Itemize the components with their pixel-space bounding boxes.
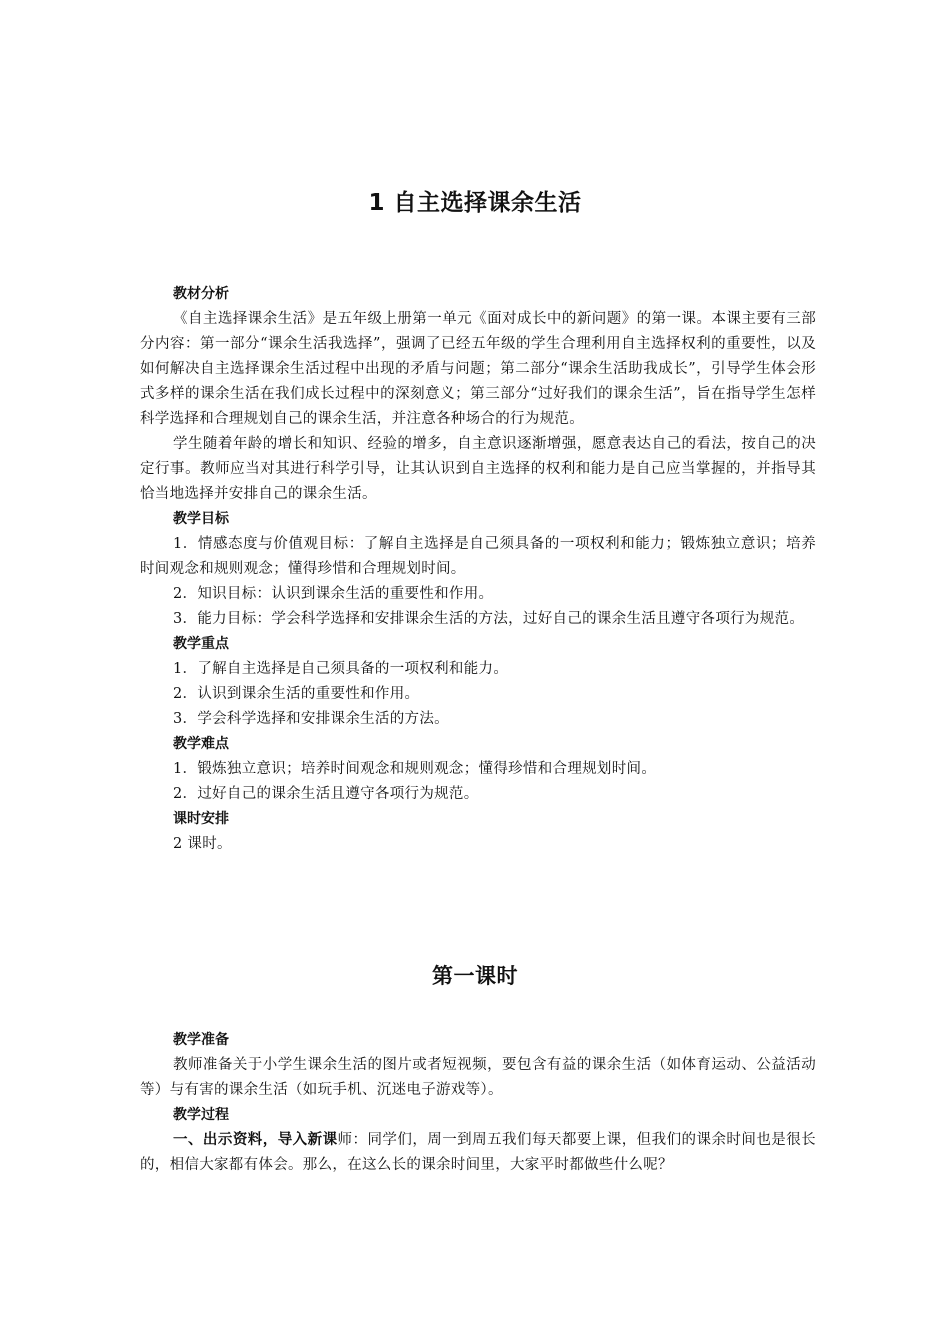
- section-overview: [140, 282, 816, 857]
- difficult-point-item: 1．锻炼独立意识；培养时间观念和规则观念；懂得珍惜和合理规划时间。: [173, 761, 657, 777]
- heading-schedule: 课时安排: [173, 811, 229, 827]
- key-point-item: 3．学会科学选择和安排课余生活的方法。: [173, 711, 449, 727]
- difficult-point-item: 2．过好自己的课余生活且遵守各项行为规范。: [173, 786, 479, 802]
- preparation-text: 教师准备关于小学生课余生活的图片或者短视频，要包含有益的课余生活（如体育运动、公益活动等）与有害的课余生活（如玩手机、沉迷电子游戏等）。: [140, 1057, 816, 1098]
- heading-teaching-goals: 教学目标: [173, 511, 229, 527]
- goal-item: 2．知识目标：认识到课余生活的重要性和作用。: [173, 586, 494, 602]
- key-point-item: 1．了解自主选择是自己须具备的一项权利和能力。: [173, 661, 509, 677]
- heading-key-points: 教学重点: [173, 636, 229, 652]
- section-lesson-one: [140, 1028, 816, 1178]
- heading-textbook-analysis: 教材分析: [173, 286, 229, 302]
- document-title: 1 自主选择课余生活: [368, 190, 582, 216]
- schedule-text: 2 课时。: [173, 836, 232, 852]
- step-one-text: 师：同学们，周一到周五我们每天都要上课，但我们的课余时间也是很长的，相信大家都有体会。那么，在这么长的课余时间里，大家平时都做些什么呢？: [140, 1132, 816, 1173]
- goal-item: 3．能力目标：学会科学选择和安排课余生活的方法，过好自己的课余生活且遵守各项行为规范。: [173, 611, 805, 627]
- goal-item: 1．情感态度与价值观目标：了解自主选择是自己须具备的一项权利和能力；锻炼独立意识；培养时间观念和规则观念；懂得珍惜和合理规划时间。: [140, 536, 816, 577]
- heading-difficult-points: 教学难点: [173, 736, 229, 752]
- heading-teaching-process: 教学过程: [173, 1107, 229, 1123]
- step-one-paragraph: [140, 1128, 816, 1178]
- lesson-one-title: 第一课时: [432, 964, 518, 988]
- textbook-paragraph-2: 学生随着年龄的增长和知识、经验的增多，自主意识逐渐增强，愿意表达自己的看法，按自己的决定行事。教师应当对其进行科学引导，让其认识到自主选择的权利和能力是自己应当掌握的，并指导其恰当地选择并安排自己的课余生活。: [140, 436, 816, 502]
- key-point-item: 2．认识到课余生活的重要性和作用。: [173, 686, 420, 702]
- step-one-label: 一、出示资料，导入新课: [173, 1132, 338, 1148]
- textbook-paragraph-1: 《自主选择课余生活》是五年级上册第一单元《面对成长中的新问题》的第一课。本课主要有三部分内容：第一部分“课余生活我选择”，强调了已经五年级的学生合理利用自主选择权利的重要性，以及如何解决自主选择课余生活过程中出现的矛盾与问题；第二部分“课余生活助我成长”，引导学生体会形式多样的课余生活在我们成长过程中的深刻意义；第三部分“过好我们的课余生活”，旨在指导学生怎样科学选择和合理规划自己的课余生活，并注意各种场合的行为规范。: [140, 311, 816, 427]
- heading-teaching-preparation: 教学准备: [173, 1032, 229, 1048]
